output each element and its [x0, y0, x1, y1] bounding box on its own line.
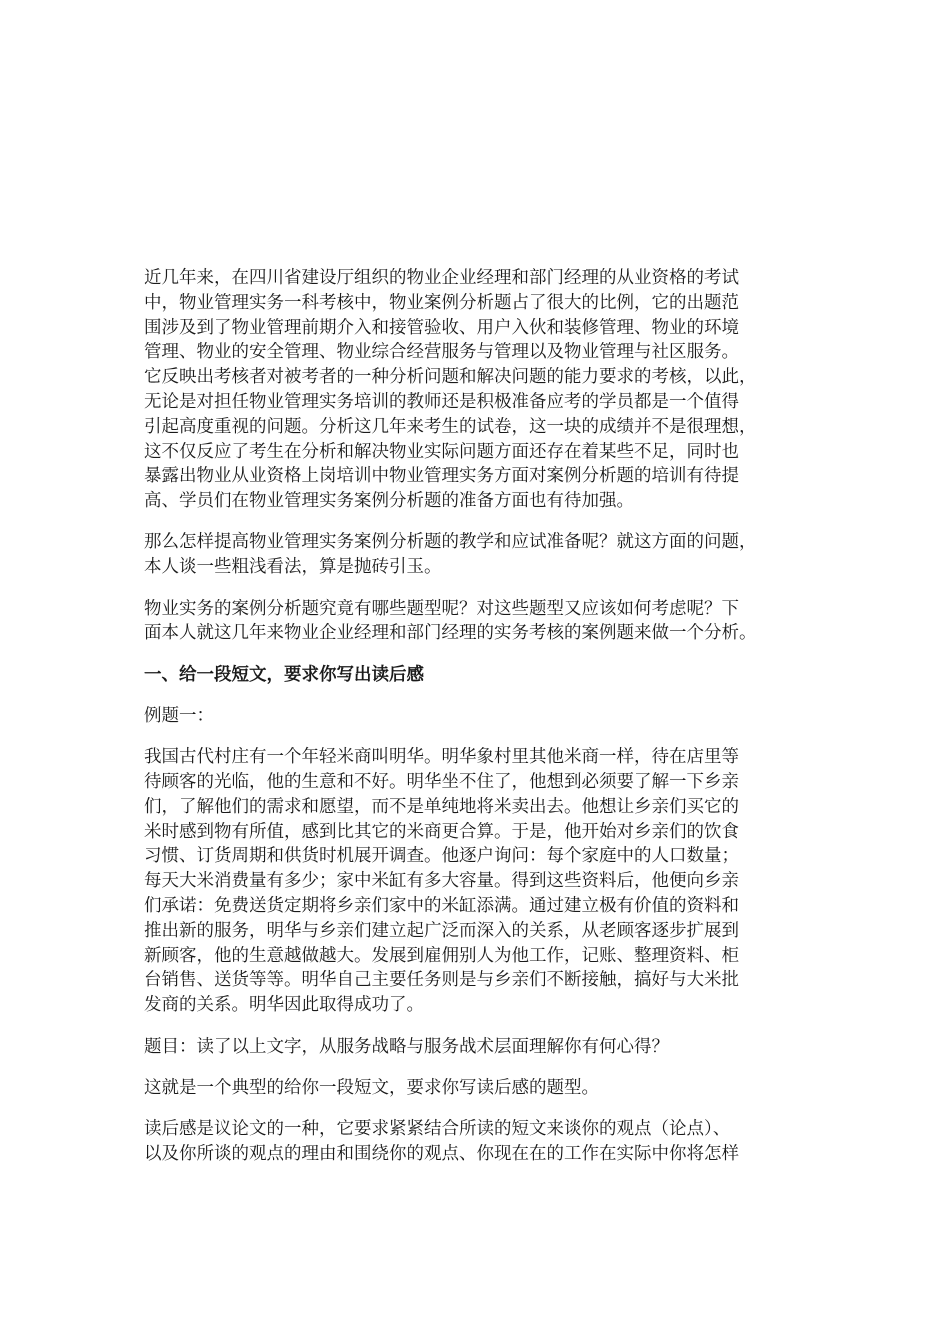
text-line: 那么怎样提高物业管理实务案例分析题的教学和应试准备呢？就这方面的问题， — [144, 532, 757, 553]
text-line: 例题一： — [144, 705, 214, 726]
text-line: 米时感到物有所值，感到比其它的米商更合算。于是，他开始对乡亲们的饮食 — [144, 821, 739, 842]
text-line: 围涉及到了物业管理前期介入和接管验收、用户入伙和装修管理、物业的环境 — [144, 317, 739, 338]
text-line: 中，物业管理实务一科考核中，物业案例分析题占了很大的比例，它的出题范 — [144, 292, 739, 313]
section-heading — [144, 663, 808, 688]
text-line: 推出新的服务，明华与乡亲们建立起广泛而深入的关系，从老顾客逐步扩展到 — [144, 920, 739, 941]
text-line: 以及你所谈的观点的理由和围绕你的观点、你现在在的工作在实际中你将怎样 — [144, 1143, 739, 1164]
text-line: 管理、物业的安全管理、物业综合经营服务与管理以及物业管理与社区服务。 — [144, 342, 739, 363]
text-line: 这就是一个典型的给你一段短文，要求你写读后感的题型。 — [144, 1077, 599, 1098]
text-line: 这不仅反应了考生在分析和解决物业实际问题方面还存在着某些不足，同时也 — [144, 441, 739, 462]
heading-text: 一、给一段短文，要求你写出读后感 — [144, 664, 424, 685]
example-label — [144, 704, 808, 729]
paragraph-story — [144, 745, 808, 1018]
text-line: 暴露出物业从业资格上岗培训中物业管理实务方面对案例分析题的培训有待提 — [144, 466, 739, 487]
text-line: 我国古代村庄有一个年轻米商叫明华。明华象村里其他米商一样，待在店里等 — [144, 747, 739, 768]
text-line: 引起高度重视的问题。分析这几年来考生的试卷，这一块的成绩并不是很理想， — [144, 416, 757, 437]
text-line: 读后感是议论文的一种，它要求紧紧结合所读的短文来谈你的观点（论点）、 — [144, 1119, 731, 1140]
text-line: 面本人就这几年来物业企业经理和部门经理的实务考核的案例题来做一个分析。 — [144, 623, 757, 644]
paragraph-typical — [144, 1076, 808, 1101]
text-line: 近几年来，在四川省建设厅组织的物业企业经理和部门经理的从业资格的考试 — [144, 268, 739, 288]
paragraph-intro — [144, 266, 808, 514]
paragraph-types — [144, 597, 808, 647]
text-line: 它反映出考核者对被考者的一种分析问题和解决问题的能力要求的考核，以此， — [144, 367, 757, 388]
text-line: 高、学员们在物业管理实务案例分析题的准备方面也有待加强。 — [144, 491, 634, 512]
text-line: 每天大米消费量有多少；家中米缸有多大容量。得到这些资料后，他便向乡亲 — [144, 871, 739, 892]
document-body — [144, 266, 808, 1167]
text-line: 新顾客，他的生意越做越大。发展到雇佣别人为他工作，记账、整理资料、柜 — [144, 945, 739, 966]
paragraph-prompt — [144, 1035, 808, 1060]
text-line: 无论是对担任物业管理实务培训的教师还是积极准备应考的学员都是一个值得 — [144, 391, 739, 412]
text-line: 们，了解他们的需求和愿望，而不是单纯地将米卖出去。他想让乡亲们买它的 — [144, 796, 739, 817]
text-line: 待顾客的光临，他的生意和不好。明华坐不住了，他想到必须要了解一下乡亲 — [144, 772, 739, 793]
text-line: 物业实务的案例分析题究竟有哪些题型呢？对这些题型又应该如何考虑呢？下 — [144, 598, 739, 619]
text-line: 发商的关系。明华因此取得成功了。 — [144, 995, 424, 1016]
paragraph-question — [144, 530, 808, 580]
text-line: 题目：读了以上文字，从服务战略与服务战术层面理解你有何心得？ — [144, 1036, 669, 1057]
text-line: 习惯、订货周期和供货时机展开调查。他逐户询问：每个家庭中的人口数量； — [144, 846, 739, 867]
paragraph-reflection — [144, 1117, 808, 1167]
text-line: 台销售、送货等等。明华自己主要任务则是与乡亲们不断接触，搞好与大米批 — [144, 970, 739, 991]
text-line: 本人谈一些粗浅看法，算是抛砖引玉。 — [144, 557, 442, 578]
text-line: 们承诺：免费送货定期将乡亲们家中的米缸添满。通过建立极有价值的资料和 — [144, 896, 739, 917]
